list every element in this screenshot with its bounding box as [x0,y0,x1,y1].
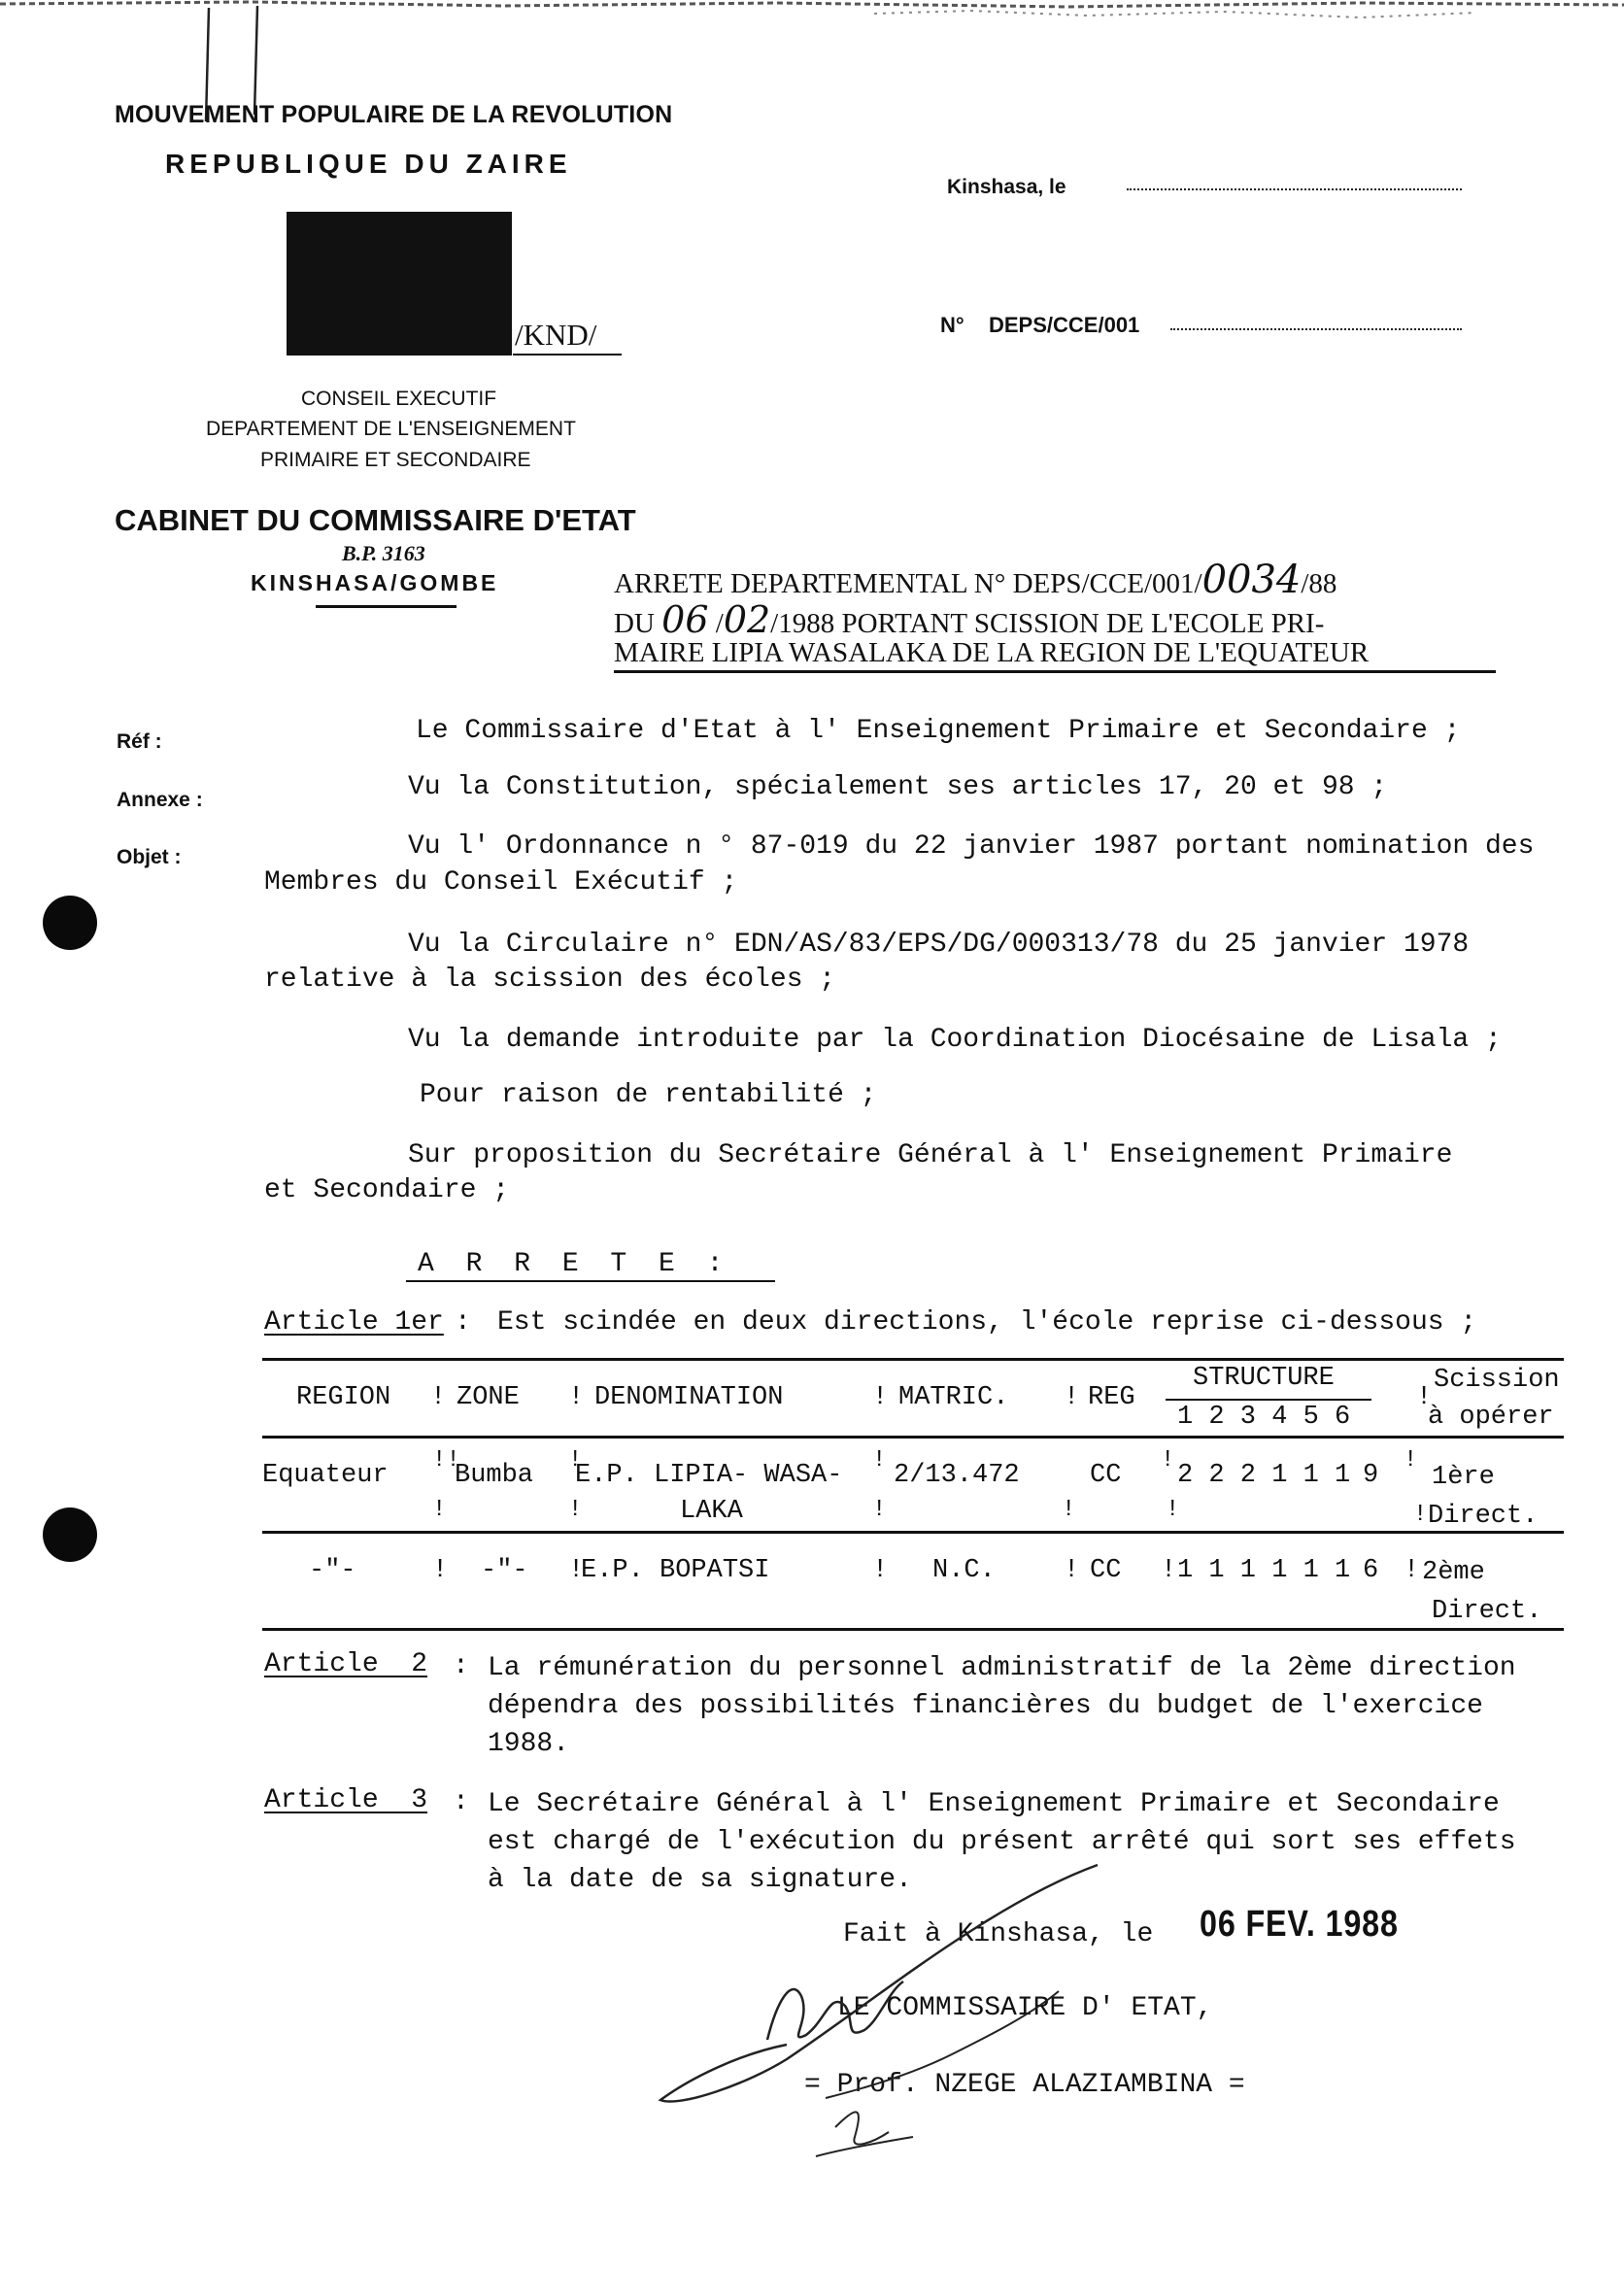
handwritten-month: 02 [723,598,771,641]
article2-line2: dépendra des possibilités financières du budget de l'exercice [488,1691,1483,1721]
table-row-2-sep: ! [872,1556,889,1585]
preamble-3-line1: Vu l' Ordonnance n ° 87-019 du 22 janvier 1987 portant nomination des [408,831,1535,862]
table-row-1-sep: ! [432,1497,447,1523]
article3-line3: à la date de sa signature. [488,1865,912,1895]
article2-colon: : [453,1651,469,1681]
handwritten-signature [622,1846,1127,2166]
city-underline [316,605,457,608]
arrete-underline [406,1280,775,1282]
preamble-6: Pour raison de rentabilité ; [420,1080,877,1110]
table-top-rule [262,1358,1564,1361]
table-row-1-sep: !! [432,1447,460,1473]
table-header-scission-1: Scission [1434,1366,1560,1395]
table-header-sep: ! [1064,1383,1080,1412]
place-date-label: Kinshasa, le [947,176,1066,198]
table-header-sep: ! [430,1383,447,1412]
preamble-4-line1: Vu la Circulaire n° EDN/AS/83/EPS/DG/000313/78 du 25 janvier 1978 [408,930,1470,960]
table-row-2-structure: 1 1 1 1 1 1 [1177,1556,1351,1585]
table-row-2-sep: ! [1161,1556,1177,1585]
letterhead-department-2: PRIMAIRE ET SECONDAIRE [260,449,531,471]
article2-line1: La rémunération du personnel administratif de la 2ème direction [488,1653,1516,1683]
table-row-2-matric: N.C. [932,1556,996,1585]
table-row-1-sep: ! [872,1497,887,1523]
letterhead-council: CONSEIL EXECUTIF [301,388,497,410]
table-row-1-denomination-1: E.P. LIPIA- WASA- [575,1461,843,1490]
closing-place: Fait à Kinshasa, le [843,1919,1154,1949]
margin-objet: Objet : [117,846,182,868]
table-row-1-region: Equateur [262,1461,389,1490]
decree-title-line3: MAIRE LIPIA WASALAKA DE LA REGION DE L'EQUATEUR [614,637,1370,668]
preamble-1: Le Commissaire d'Etat à l' Enseignement Primaire et Secondaire ; [416,716,1461,746]
preamble-4-line2: relative à la scission des écoles ; [264,965,836,995]
preamble-7-line2: et Secondaire ; [264,1175,510,1205]
number-value: DEPS/CCE/001 [989,313,1140,337]
table-header-scission-2: à opérer [1428,1403,1554,1432]
table-row-1-total: 9 [1363,1461,1379,1490]
table-header-sep: ! [872,1383,889,1412]
table-row-1-sep: ! [1161,1447,1175,1473]
letterhead-cabinet: CABINET DU COMMISSAIRE D'ETAT [115,503,636,537]
table-header-matric: MATRIC. [898,1383,1009,1412]
table-header-denomination: DENOMINATION [594,1383,784,1412]
handwritten-decree-number: 0034 [1201,558,1302,602]
decree-title-year: /88 [1301,568,1337,599]
arrete-heading: A R R E T E : [418,1249,731,1279]
table-header-sep: ! [568,1383,585,1412]
article1-label: Article 1er [264,1307,444,1338]
article3-label: Article 3 [264,1785,428,1815]
table-row-1-structure: 2 2 2 1 1 1 [1177,1461,1351,1490]
closing-name: = Prof. NZEGE ALAZIAMBINA = [804,2070,1245,2100]
table-row-2-zone: -"- [481,1556,528,1585]
table-row-2-scission-1: 2ème [1422,1558,1485,1587]
table-row-2-total: 6 [1363,1556,1379,1585]
table-row-1-sep: ! [1413,1502,1428,1528]
table-row-1-scission-1: 1ère [1432,1463,1495,1492]
table-row-1-denomination-2: LAKA [680,1497,743,1526]
table-header-structure: STRUCTURE [1193,1364,1335,1393]
table-header-rule [262,1436,1564,1439]
margin-ref: Réf : [117,730,162,753]
margin-annexe: Annexe : [117,789,203,811]
table-row-1-scission-2: Direct. [1428,1502,1539,1531]
table-header-reg: REG [1088,1383,1135,1412]
structure-divider [1166,1399,1371,1401]
table-row-2-sep: ! [432,1556,449,1585]
number-line [1170,328,1462,330]
preamble-2: Vu la Constitution, spécialement ses articles 17, 20 et 98 ; [408,772,1388,802]
article3-colon: : [453,1787,469,1817]
ref-code-underline [513,354,622,356]
preamble-7-line1: Sur proposition du Secrétaire Général à l' Enseignement Primaire [408,1140,1453,1170]
article2-label: Article 2 [264,1649,428,1679]
table-row-1-sep: ! [568,1447,583,1473]
table-row-1-sep: ! [1062,1497,1076,1523]
decree-title-line1 [614,558,1336,602]
article3-line1: Le Secrétaire Général à l' Enseignement Primaire et Secondaire [488,1789,1500,1819]
table-header-structure-digits: 1 2 3 4 5 6 [1177,1403,1351,1432]
table-bottom-rule [262,1628,1564,1631]
table-row-2-region: -"- [309,1556,356,1585]
preamble-5: Vu la demande introduite par la Coordination Diocésaine de Lisala ; [408,1025,1502,1055]
table-row-2-sep: ! [1064,1556,1080,1585]
table-header-sep: ! [1416,1383,1433,1412]
letterhead-city: KINSHASA/GOMBE [251,570,499,595]
table-row-rule [262,1531,1564,1534]
decree-title-prefix: ARRETE DEPARTEMENTAL N° DEPS/CCE/001/ [614,568,1202,599]
place-date-line [1127,188,1462,190]
article1-colon: : [455,1307,471,1338]
handwritten-day: 06 [661,598,709,641]
table-row-2-reg: CC [1090,1556,1122,1585]
decree-title-rest: /1988 PORTANT SCISSION DE L'ECOLE PRI- [770,608,1325,639]
table-row-1-sep: ! [872,1447,887,1473]
article1-text: Est scindée en deux directions, l'école reprise ci-dessous ; [497,1307,1477,1338]
table-row-2-sep: ! [568,1556,585,1585]
decree-date-prefix: DU [614,608,655,639]
preamble-3-line2: Membres du Conseil Exécutif ; [264,867,738,897]
table-header-region: REGION [296,1383,391,1412]
table-row-2-denomination: E.P. BOPATSI [581,1556,770,1585]
letterhead-ref-code: /KND/ [515,318,597,352]
letterhead-department-1: DEPARTEMENT DE L'ENSEIGNEMENT [206,418,576,440]
redacted-block [287,212,512,356]
table-row-1-reg: CC [1090,1461,1122,1490]
number-label: N° [940,313,964,337]
table-row-1-zone: Bumba [455,1461,534,1490]
date-separator: / [715,608,724,639]
stamp-date: 06 FEV. 1988 [1200,1904,1399,1945]
decree-title-line2 [614,598,1324,641]
punch-hole-bottom [43,1507,97,1562]
table-row-2-scission-2: Direct. [1432,1597,1542,1626]
letterhead-republic: REPUBLIQUE DU ZAIRE [165,149,572,179]
closing-title: LE COMMISSAIRE D' ETAT, [837,1993,1213,2023]
letterhead-movement: MOUVEMENT POPULAIRE DE LA REVOLUTION [115,101,673,128]
punch-hole-top [43,896,97,950]
table-row-2-sep: ! [1404,1556,1420,1585]
table-row-1-sep: ! [568,1497,583,1523]
table-row-1-sep: ! [1166,1497,1180,1523]
table-row-1-sep: ! [1404,1447,1418,1473]
table-row-1-matric: 2/13.472 [894,1461,1020,1490]
decree-title-underline [614,670,1496,673]
article3-line2: est chargé de l'exécution du présent arrêté qui sort ses effets [488,1827,1516,1857]
table-header-zone: ZONE [457,1383,520,1412]
article2-line3: 1988. [488,1729,570,1759]
letterhead-po-box: B.P. 3163 [342,541,425,565]
